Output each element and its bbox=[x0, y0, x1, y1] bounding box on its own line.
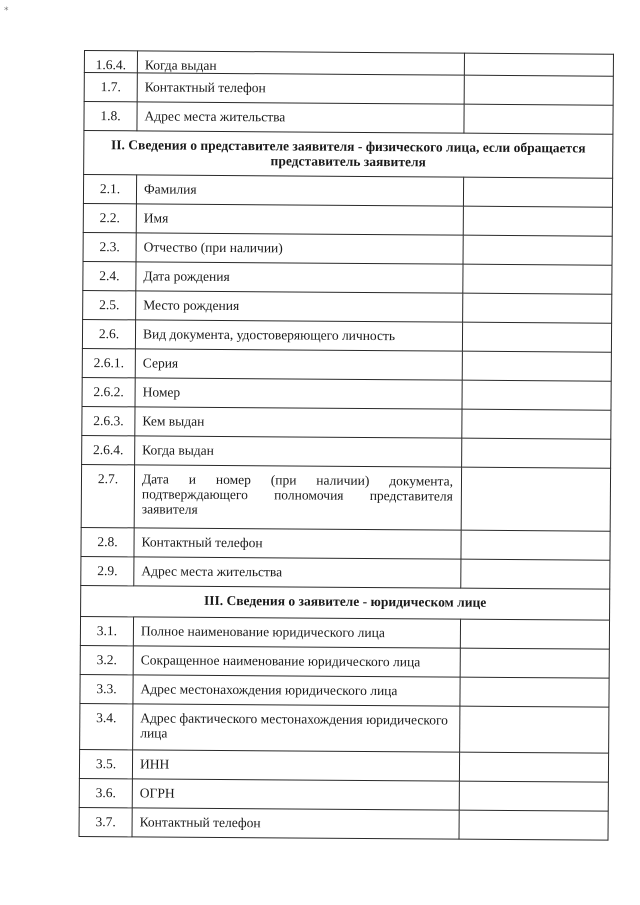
row-number: 2.7. bbox=[81, 464, 134, 527]
value-cell[interactable] bbox=[463, 235, 612, 265]
table-row bbox=[83, 175, 612, 208]
row-label: Когда выдан bbox=[137, 51, 464, 75]
table-row bbox=[81, 527, 610, 560]
section-heading-iii: III. Сведения о заявителе - юридическом лице bbox=[81, 585, 610, 620]
row-label: Адрес места жительства bbox=[134, 557, 461, 588]
row-label: ОГРН bbox=[132, 779, 459, 810]
value-cell[interactable] bbox=[462, 438, 611, 468]
row-label: Контактный телефон bbox=[132, 808, 459, 839]
row-label: Полное наименование юридического лица bbox=[133, 617, 460, 648]
table-row bbox=[82, 406, 611, 439]
row-label: Номер bbox=[135, 378, 462, 409]
row-number: 3.7. bbox=[79, 807, 132, 836]
row-label: Адрес фактического местонахождения юридического лица bbox=[133, 704, 460, 752]
row-label: Контактный телефон bbox=[137, 73, 464, 104]
row-number: 3.3. bbox=[80, 674, 133, 703]
section-header-row bbox=[81, 585, 610, 620]
row-number: 3.2. bbox=[80, 645, 133, 674]
row-number: 2.4. bbox=[83, 261, 136, 290]
row-label: Вид документа, удостоверяющего личность bbox=[135, 320, 462, 351]
row-label: Имя bbox=[136, 204, 463, 235]
row-number: 2.5. bbox=[83, 290, 136, 319]
table-row bbox=[81, 556, 610, 589]
value-cell[interactable] bbox=[464, 53, 613, 76]
row-number: 3.1. bbox=[80, 616, 133, 645]
row-label: ИНН bbox=[132, 750, 459, 781]
table-row bbox=[84, 51, 613, 77]
table-row bbox=[82, 377, 611, 410]
table-row bbox=[79, 807, 608, 840]
table-row bbox=[83, 261, 612, 294]
table-row bbox=[83, 290, 612, 323]
row-number: 2.6.4. bbox=[82, 435, 135, 464]
table-row bbox=[79, 778, 608, 811]
table-row bbox=[80, 616, 609, 649]
table-row bbox=[80, 703, 609, 753]
value-cell[interactable] bbox=[461, 467, 610, 531]
value-cell[interactable] bbox=[463, 206, 612, 236]
value-cell[interactable] bbox=[460, 706, 609, 753]
row-number: 3.4. bbox=[80, 703, 133, 749]
row-number: 1.8. bbox=[84, 102, 137, 131]
row-number: 2.6.3. bbox=[82, 406, 135, 435]
row-label: Дата и номер (при наличии) документа, подтверждающего полномочия представителя заявителя bbox=[134, 465, 461, 530]
row-number: 2.6.1. bbox=[82, 348, 135, 377]
row-label: Когда выдан bbox=[135, 436, 462, 467]
row-label: Отчество (при наличии) bbox=[136, 233, 463, 264]
value-cell[interactable] bbox=[460, 648, 609, 678]
table-row bbox=[80, 645, 609, 678]
row-number: 2.6.2. bbox=[82, 377, 135, 406]
value-cell[interactable] bbox=[460, 677, 609, 707]
table-row bbox=[84, 73, 613, 106]
row-number: 2.2. bbox=[83, 203, 136, 232]
row-label: Адрес места жительства bbox=[137, 102, 464, 133]
row-number: 2.8. bbox=[81, 527, 134, 556]
row-number: 1.6.4. bbox=[84, 51, 137, 73]
row-number: 3.5. bbox=[79, 749, 132, 778]
row-label: Адрес местонахождения юридического лица bbox=[133, 675, 460, 706]
table-row bbox=[82, 319, 611, 352]
value-cell[interactable] bbox=[463, 293, 612, 323]
row-number: 3.6. bbox=[79, 778, 132, 807]
table-row bbox=[79, 749, 608, 782]
row-label: Место рождения bbox=[136, 291, 463, 322]
value-cell[interactable] bbox=[461, 530, 610, 560]
row-label: Серия bbox=[135, 349, 462, 380]
value-cell[interactable] bbox=[462, 351, 611, 381]
value-cell[interactable] bbox=[459, 781, 608, 811]
table-row bbox=[83, 203, 612, 236]
row-number: 2.3. bbox=[83, 232, 136, 261]
row-label: Кем выдан bbox=[135, 407, 462, 438]
row-number: 2.9. bbox=[81, 556, 134, 585]
row-label: Дата рождения bbox=[136, 262, 463, 293]
value-cell[interactable] bbox=[462, 380, 611, 410]
row-number: 1.7. bbox=[84, 73, 137, 102]
table-row bbox=[80, 674, 609, 707]
table-row bbox=[82, 348, 611, 381]
value-cell[interactable] bbox=[459, 810, 608, 840]
value-cell[interactable] bbox=[464, 75, 613, 105]
row-label: Фамилия bbox=[136, 175, 463, 206]
value-cell[interactable] bbox=[460, 619, 609, 649]
value-cell[interactable] bbox=[463, 264, 612, 294]
value-cell[interactable] bbox=[464, 104, 613, 134]
page-corner-mark: * bbox=[4, 6, 9, 16]
table-row bbox=[84, 102, 613, 135]
value-cell[interactable] bbox=[463, 177, 612, 207]
value-cell[interactable] bbox=[459, 752, 608, 782]
table-row bbox=[82, 435, 611, 468]
row-number: 2.1. bbox=[83, 175, 136, 204]
row-label: Сокращенное наименование юридического лица bbox=[133, 646, 460, 677]
table-row bbox=[83, 232, 612, 265]
value-cell[interactable] bbox=[462, 322, 611, 352]
row-number: 2.6. bbox=[82, 319, 135, 348]
application-form-table bbox=[79, 50, 614, 841]
section-header-row bbox=[84, 131, 613, 179]
value-cell[interactable] bbox=[461, 559, 610, 589]
section-heading-ii: II. Сведения о представителе заявителя - физического лица, если обращается представитель заявителя bbox=[84, 131, 613, 179]
table-row bbox=[81, 464, 610, 531]
value-cell[interactable] bbox=[462, 409, 611, 439]
row-label: Контактный телефон bbox=[134, 528, 461, 559]
